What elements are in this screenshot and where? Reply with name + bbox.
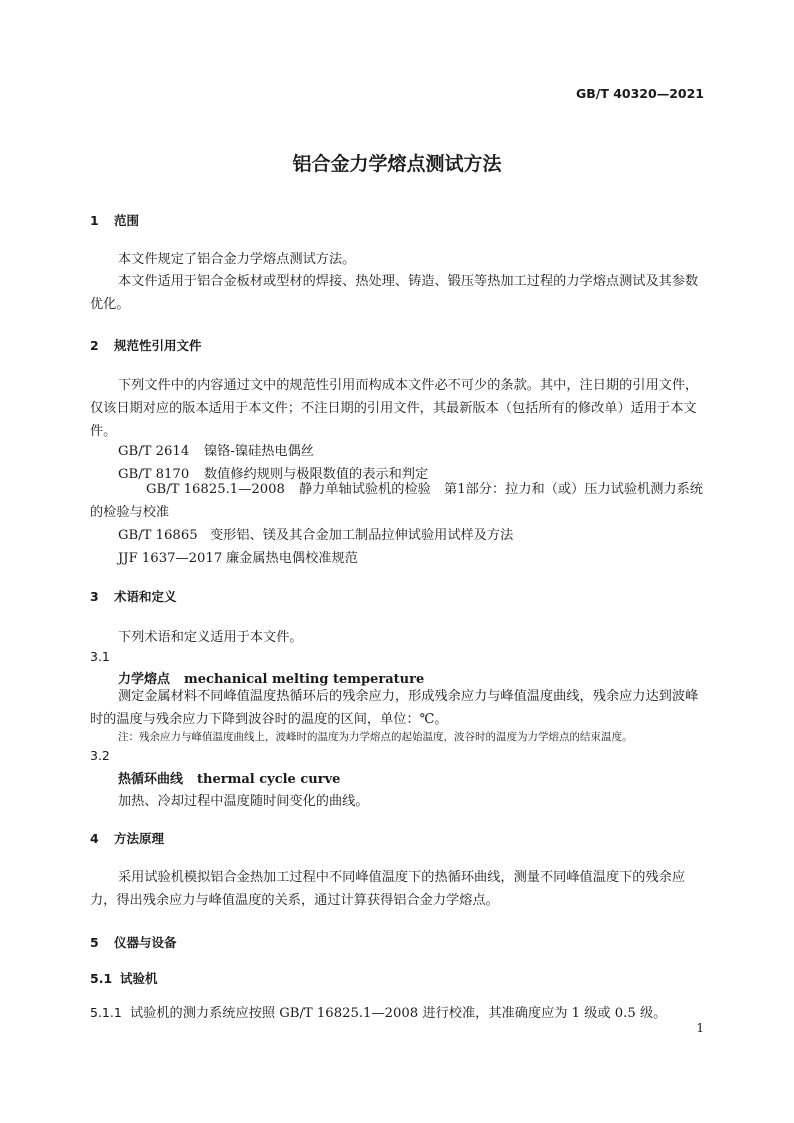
reference-item (90, 478, 704, 524)
paragraph: 本文件适用于铝合金板材或型材的焊接、热处理、铸造、锻压等热加工过程的力学熔点测试及其参数优化。 (90, 274, 699, 312)
clause-number: 5.1.1 (90, 1005, 122, 1020)
term-definition: 加热、冷却过程中温度随时间变化的曲线。 (118, 794, 369, 809)
reference-item (118, 440, 314, 459)
paragraph: 下列术语和定义适用于本文件。 (118, 630, 303, 645)
term-en: mechanical melting temperature (184, 672, 425, 687)
section-title: 范围 (114, 213, 140, 228)
reference-title: 廉金属热电偶校准规范 (226, 551, 358, 566)
section-title: 仪器与设备 (114, 935, 177, 950)
clause-5-1-1 (90, 1002, 666, 1021)
term-definition: 测定金属材料不同峰值温度热循环后的残余应力，形成残余应力与峰值温度曲线，残余应力达到波峰时的温度与残余应力下降到波谷时的温度的区间，单位：℃。 (90, 689, 699, 727)
term-zh: 力学熔点 (118, 672, 171, 687)
reference-item (118, 524, 513, 543)
reference-title: 数值修约规则与极限数值的表示和判定 (204, 467, 429, 482)
subsection-5-1-heading (90, 969, 158, 987)
paragraph: 本文件规定了铝合金力学熔点测试方法。 (118, 252, 356, 267)
term-zh: 热循环曲线 (118, 772, 184, 787)
section-2-heading (90, 336, 202, 354)
standard-number: GB/T 40320—2021 (575, 86, 704, 101)
term-entry (118, 768, 340, 787)
reference-code: JJF 1637—2017 (118, 551, 223, 566)
section-number: 1 (90, 213, 99, 228)
section-number: 4 (90, 831, 99, 846)
clause-text: 试验机的测力系统应按照 GB/T 16825.1—2008 进行校准，其准确度应为 1 级或 0.5 级。 (130, 1006, 667, 1021)
section-number: 3 (90, 589, 99, 604)
subsection-title: 试验机 (120, 971, 158, 986)
reference-code: GB/T 16865 (118, 528, 198, 543)
reference-code: GB/T 8170 (118, 467, 190, 482)
reference-title: 变形铝、镁及其合金加工制品拉伸试验用试样及方法 (210, 528, 514, 543)
reference-title: 静力单轴试验机的检验 第1部分：拉力和（或）压力试验机测力系统的检验与校准 (90, 482, 703, 520)
section-3-heading (90, 587, 177, 605)
section-5-heading (90, 933, 177, 951)
reference-code: GB/T 16825.1—2008 (146, 482, 285, 497)
section-number: 2 (90, 338, 99, 353)
term-number: 3.2 (90, 748, 110, 763)
subsection-number: 5.1 (90, 971, 113, 986)
page-number: 1 (696, 1021, 704, 1035)
section-4-heading (90, 829, 164, 847)
term-number: 3.1 (90, 649, 110, 664)
section-1-heading (90, 211, 139, 229)
section-title: 术语和定义 (114, 589, 177, 604)
section-title: 规范性引用文件 (114, 338, 202, 353)
section-title: 方法原理 (114, 831, 165, 846)
reference-item (118, 547, 358, 566)
reference-code: GB/T 2614 (118, 444, 190, 459)
document-title: 铝合金力学熔点测试方法 (292, 153, 502, 175)
paragraph: 采用试验机模拟铝合金热加工过程中不同峰值温度下的热循环曲线，测量不同峰值温度下的残余应力，得出残余应力与峰值温度的关系，通过计算获得铝合金力学熔点。 (90, 870, 686, 908)
paragraph: 下列文件中的内容通过文中的规范性引用而构成本文件必不可少的条款。其中，注日期的引用文件，仅该日期对应的版本适用于本文件；不注日期的引用文件，其最新版本（包括所有的修改单）适用于本文件。 (90, 378, 699, 439)
section-number: 5 (90, 935, 99, 950)
reference-title: 镍铬-镍硅热电偶丝 (204, 444, 314, 459)
term-note: 注：残余应力与峰值温度曲线上，波峰时的温度为力学熔点的起始温度，波谷时的温度为力学熔点的结束温度。 (118, 731, 633, 743)
term-en: thermal cycle curve (197, 772, 341, 787)
